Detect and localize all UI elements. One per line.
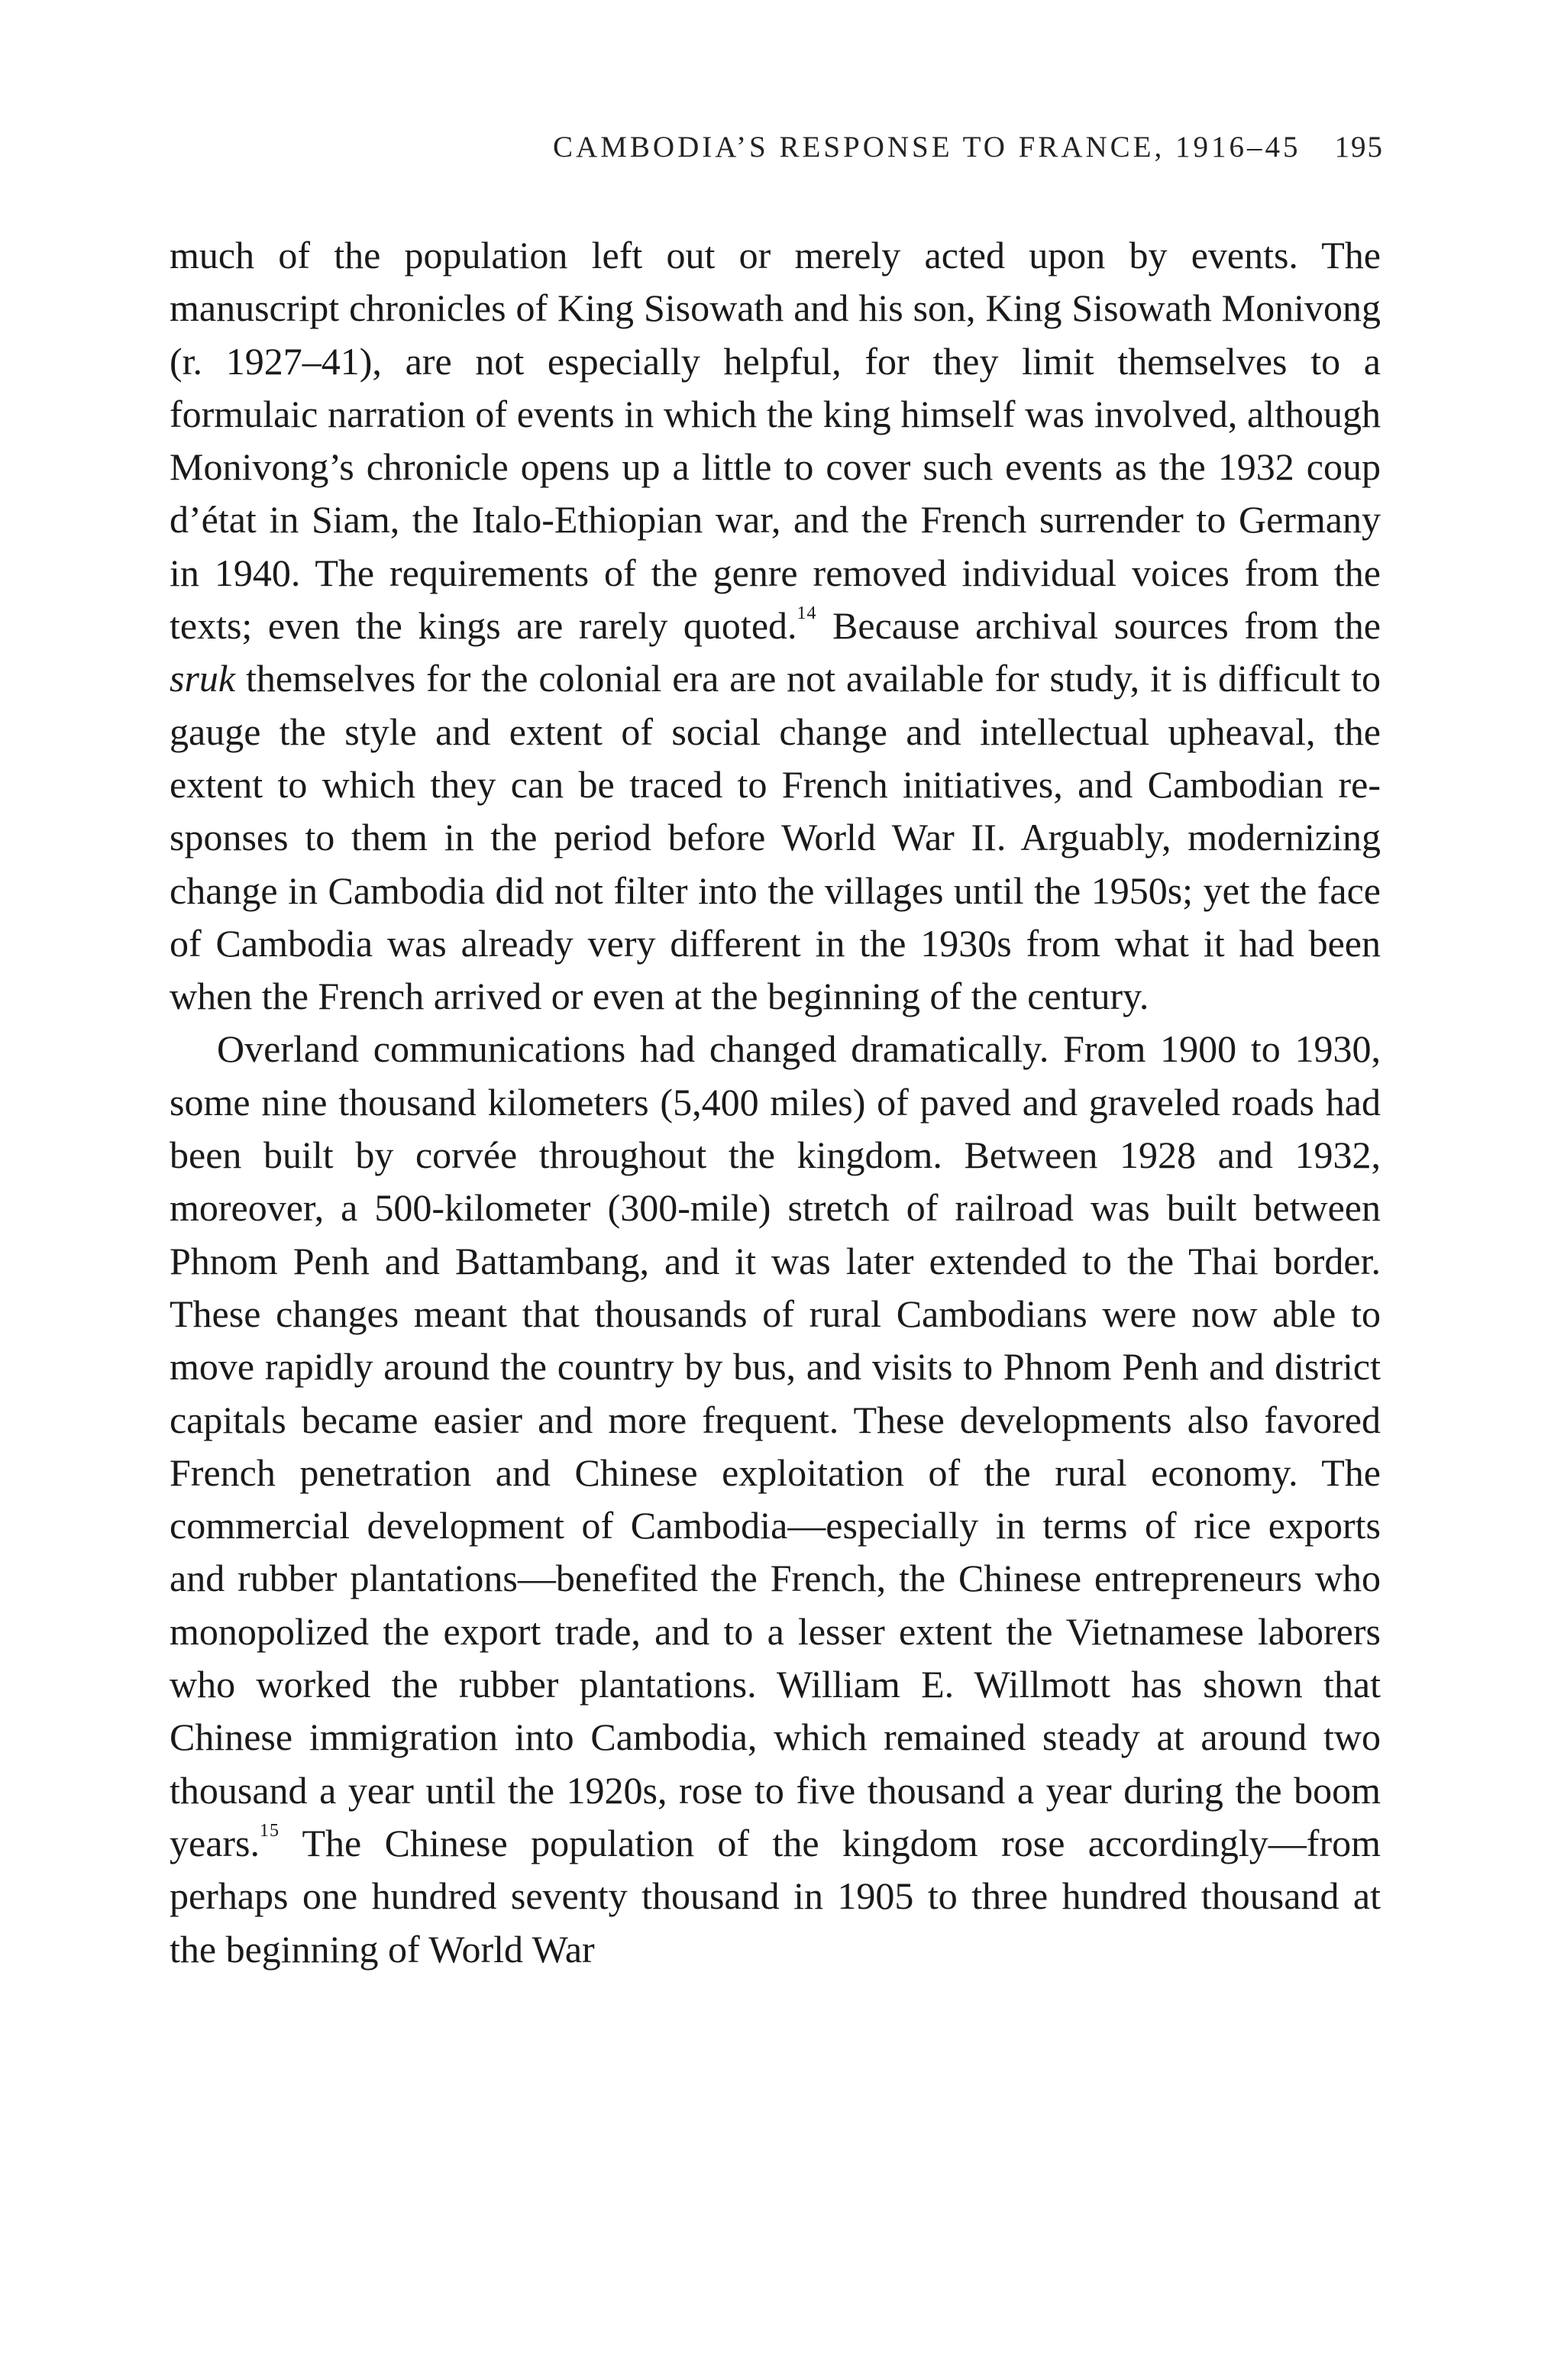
paragraph-2-text-a: Overland communications had changed dramatically. From 1900 to 1930, some nine thousand kilometers (5,400 miles) of paved and graveled roads had been built by corvée throughout the kingdom. Between 1928 and 1932, moreover, a 500-kilometer (300-mile) stretch of railroad was built between Phnom Penh and Battambang, and it was later extended to the Thai border. These changes meant that thousands of rural Cambodians were now able to move rapidly around the country by bus, and visits to Phnom Penh and district capitals became easier and more frequent. These developments also favored French penetration and Chinese exploitation of the rural economy. The commercial development of Cambodia—especially in terms of rice exports and rubber plantations—benefited the French, the Chinese entrepreneurs who monopolized the export trade, and to a lesser extent the Vietnamese laborers who worked the rubber plantations. William E. Willmott has shown that Chinese immigration into Cambodia, which remained steady at around two thousand a year until the 1920s, rose to five thousand a year during the boom years. [170, 1027, 1381, 1864]
paragraph-continued [170, 229, 1381, 1023]
footnote-ref-15: 15 [260, 1820, 280, 1841]
footnote-ref-14: 14 [797, 603, 817, 624]
running-head [553, 130, 1384, 164]
paragraph-1-text-c: themselves for the colonial era are not available for study, it is difficult to gauge the style and extent of social change and intellectual upheaval, the extent to which they can be traced to French initiatives, and Cambodian responses to them in the period before World War II. Arguably, modernizing change in Cambodia did not filter into the villages until the 1950s; yet the face of Cambodia was already very different in the 1930s from what it had been when the French arrived or even at the beginning of the century. [170, 657, 1381, 1018]
italic-term-sruk: sruk [170, 657, 236, 700]
paragraph-2-text-b: The Chinese population of the kingdom rose accordingly—from perhaps one hundred seventy thousand in 1905 to three hundred thousand at the beginning of World War [170, 1821, 1381, 1971]
page-number: 195 [1334, 131, 1384, 163]
paragraph-overland-communications [170, 1023, 1381, 1975]
running-title: CAMBODIA’S RESPONSE TO FRANCE, 1916–45 [553, 131, 1301, 163]
body-text [170, 229, 1381, 1976]
paragraph-1-text-b: Because archival sources from the [816, 604, 1381, 648]
paragraph-1-text-a: much of the population left out or merely acted upon by events. The manuscript chronicles of King Sisowath and his son, King Sisowath Monivong (r. 1927–41), are not especially helpful, for they limit themselves to a formulaic narration of events in which the king himself was involved, although Monivong’s chronicle opens up a little to cover such events as the 1932 coup d’état in Siam, the Italo-Ethiopian war, and the French surrender to Germany in 1940. The requirements of the genre removed individual voices from the texts; even the kings are rarely quoted. [170, 234, 1381, 648]
